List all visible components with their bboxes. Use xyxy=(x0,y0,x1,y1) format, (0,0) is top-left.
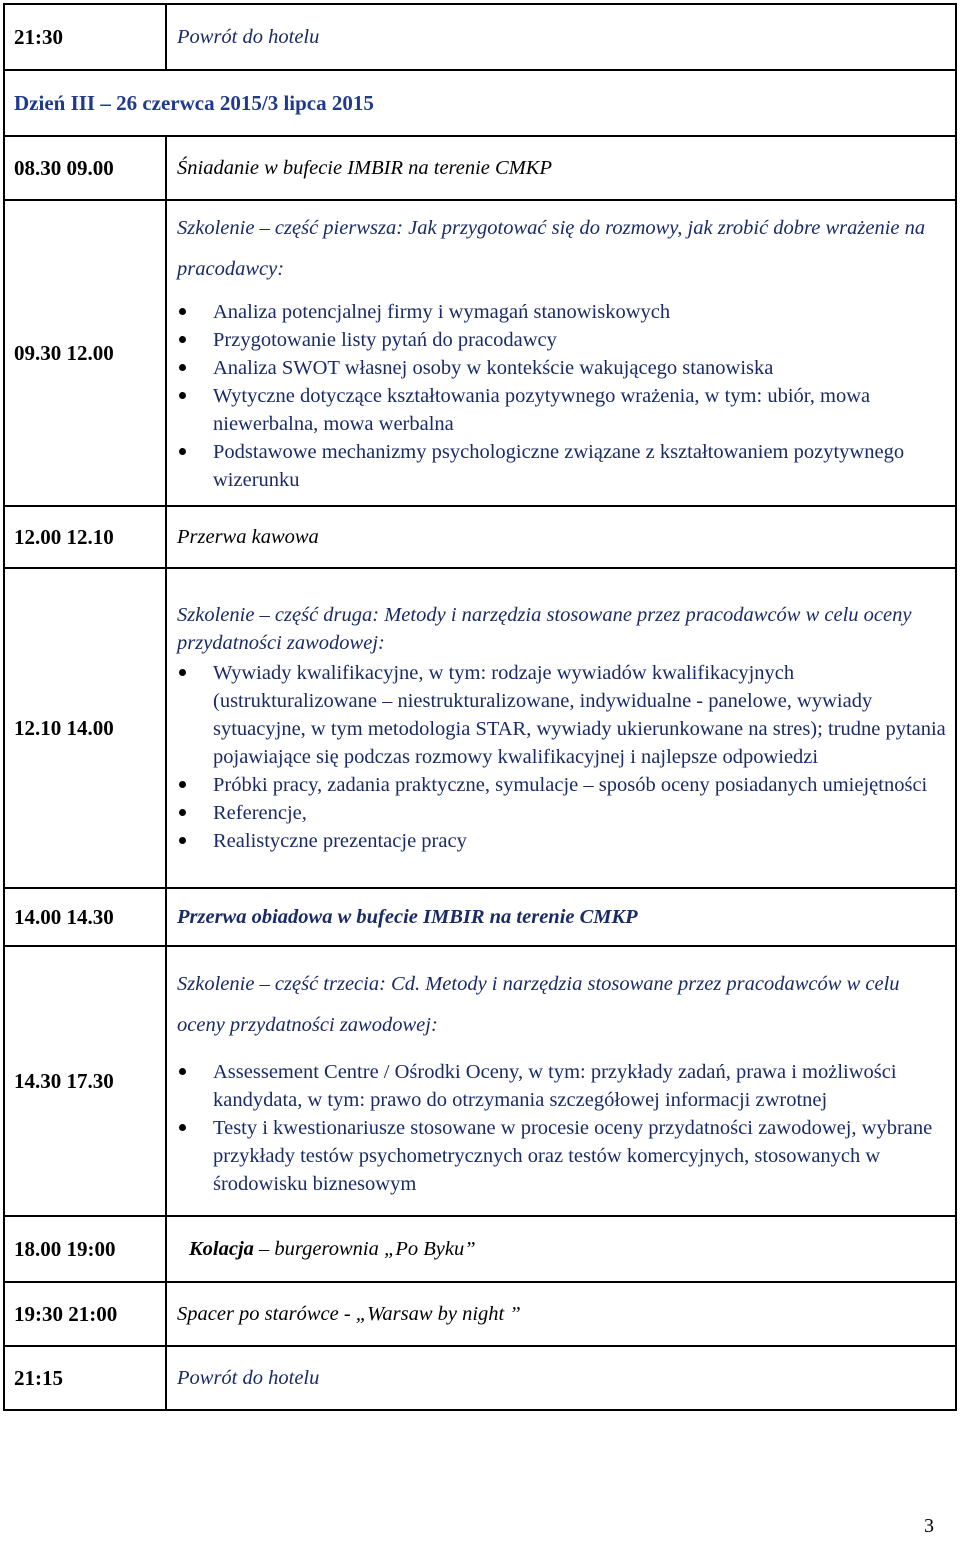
schedule-table xyxy=(3,3,957,1411)
list-item: Referencje, xyxy=(177,799,947,827)
list-item: Podstawowe mechanizmy psychologiczne związane z kształtowaniem pozytywnego wizerunku xyxy=(177,438,947,494)
activity-cell xyxy=(166,568,956,888)
training-topics-list xyxy=(177,298,947,494)
list-item: Analiza SWOT własnej osoby w kontekście wakującego stanowiska xyxy=(177,354,947,382)
time-cell: 18.00 19:00 xyxy=(4,1216,166,1282)
time-cell: 14.00 14.30 xyxy=(4,888,166,946)
activity-cell: Powrót do hotelu xyxy=(166,1346,956,1410)
list-item: Realistyczne prezentacje pracy xyxy=(177,827,947,855)
list-item: Analiza potencjalnej firmy i wymagań stanowiskowych xyxy=(177,298,947,326)
time-cell: 09.30 12.00 xyxy=(4,200,166,506)
time-cell: 14.30 17.30 xyxy=(4,946,166,1216)
day-heading: Dzień III – 26 czerwca 2015/3 lipca 2015 xyxy=(4,70,956,136)
activity-cell: Przerwa kawowa xyxy=(166,506,956,568)
list-item: Testy i kwestionariusze stosowane w procesie oceny przydatności zawodowej, wybrane przykłady testów psychometrycznych oraz testów komercyjnych, stosowanych w środowisku biznesowym xyxy=(177,1114,947,1198)
training-topics-list xyxy=(177,1058,947,1198)
time-cell: 08.30 09.00 xyxy=(4,136,166,200)
time-cell: 19:30 21:00 xyxy=(4,1282,166,1346)
dinner-venue: – burgerownia „Po Byku” xyxy=(253,1237,476,1260)
list-item: Próbki pracy, zadania praktyczne, symulacje – sposób oceny posiadanych umiejętności xyxy=(177,771,947,799)
activity-cell xyxy=(166,946,956,1216)
row-return-hotel-1 xyxy=(4,4,956,70)
row-training-part-2 xyxy=(4,568,956,888)
training-intro: Szkolenie – część trzecia: Cd. Metody i narzędzia stosowane przez pracodawców w celu oceny przydatności zawodowej: xyxy=(177,973,900,1036)
dinner-label: Kolacja xyxy=(189,1237,254,1260)
page-number: 3 xyxy=(924,1515,934,1537)
activity-cell: Powrót do hotelu xyxy=(166,4,956,70)
training-intro: Szkolenie – część pierwsza: Jak przygotować się do rozmowy, jak zrobić dobre wrażenie na pracodawcy: xyxy=(177,217,926,280)
row-lunch-break xyxy=(4,888,956,946)
row-walk xyxy=(4,1282,956,1346)
row-coffee-break xyxy=(4,506,956,568)
time-cell: 21:30 xyxy=(4,4,166,70)
list-item: Wytyczne dotyczące kształtowania pozytywnego wrażenia, w tym: ubiór, mowa niewerbalna, mowa werbalna xyxy=(177,382,947,438)
training-topics-list xyxy=(177,659,947,855)
row-training-part-1 xyxy=(4,200,956,506)
time-cell: 12.10 14.00 xyxy=(4,568,166,888)
activity-cell: Śniadanie w bufecie IMBIR na terenie CMKP xyxy=(166,136,956,200)
time-cell: 21:15 xyxy=(4,1346,166,1410)
list-item: Assessement Centre / Ośrodki Oceny, w tym: przykłady zadań, prawa i możliwości kandydata, w tym: prawo do otrzymania szczegółowej informacji zwrotnej xyxy=(177,1058,947,1114)
row-return-hotel-2 xyxy=(4,1346,956,1410)
row-training-part-3 xyxy=(4,946,956,1216)
training-intro: Szkolenie – część druga: Metody i narzędzia stosowane przez pracodawców w celu oceny przydatności zawodowej: xyxy=(177,604,912,654)
row-breakfast xyxy=(4,136,956,200)
row-dinner xyxy=(4,1216,956,1282)
time-cell: 12.00 12.10 xyxy=(4,506,166,568)
activity-cell xyxy=(166,200,956,506)
activity-cell: Przerwa obiadowa w bufecie IMBIR na terenie CMKP xyxy=(166,888,956,946)
list-item: Wywiady kwalifikacyjne, w tym: rodzaje wywiadów kwalifikacyjnych (ustrukturalizowane – niestrukturalizowane, indywidualne - panelowe, wywiady sytuacyjne, w tym metodologia STAR, wywiady ukierunkowane na stres); trudne pytania pojawiające się podczas rozmowy kwalifikacyjnej i najlepsze odpowiedzi xyxy=(177,659,947,771)
activity-cell xyxy=(166,1216,956,1282)
day-header-row xyxy=(4,70,956,136)
activity-cell: Spacer po starówce - „Warsaw by night ” xyxy=(166,1282,956,1346)
list-item: Przygotowanie listy pytań do pracodawcy xyxy=(177,326,947,354)
